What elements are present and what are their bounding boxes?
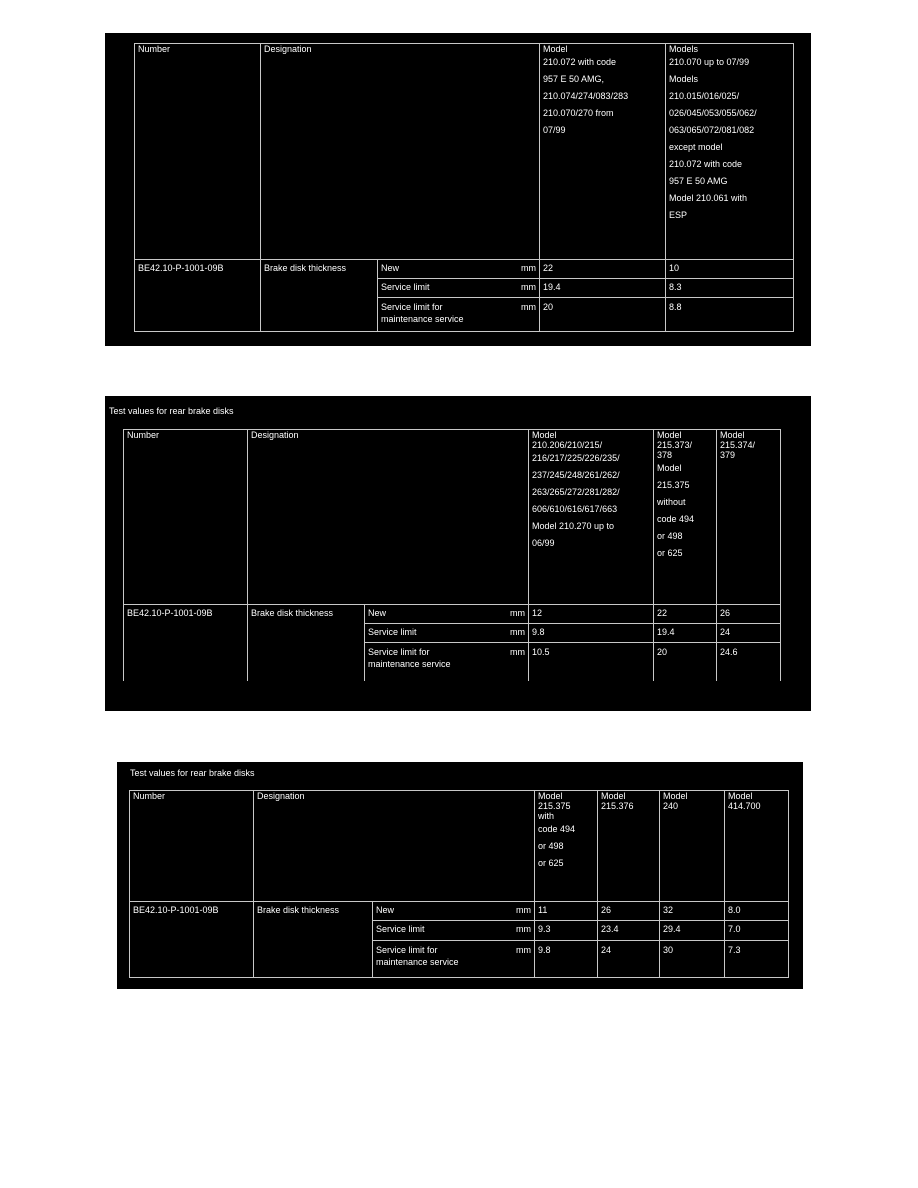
spec-label: mm Service limit xyxy=(365,624,529,643)
spec-value: 19.4 xyxy=(540,279,666,298)
row-number: BE42.10-P-1001-09B xyxy=(135,260,261,332)
row-designation: Brake disk thickness xyxy=(261,260,378,332)
spec-label: mm Service limit for maintenance service xyxy=(365,643,529,681)
header-designation: Designation xyxy=(261,44,540,260)
spec-value: 8.0 xyxy=(725,902,789,921)
spec-panel-3 xyxy=(117,762,803,989)
spec-value: 7.3 xyxy=(725,941,789,978)
spec-value: 12 xyxy=(529,605,654,624)
spec-table-3 xyxy=(129,790,789,978)
spec-value: 11 xyxy=(535,902,598,921)
header-number: Number xyxy=(124,430,248,605)
spec-label: mm New xyxy=(378,260,540,279)
table-caption: Test values for rear brake disks xyxy=(130,768,255,778)
spec-value: 20 xyxy=(540,298,666,332)
spec-value: 19.4 xyxy=(654,624,717,643)
row-number: BE42.10-P-1001-09B xyxy=(130,902,254,978)
spec-value: 32 xyxy=(660,902,725,921)
spec-value: 29.4 xyxy=(660,921,725,941)
row-designation: Brake disk thickness xyxy=(248,605,365,681)
spec-panel-2 xyxy=(105,396,811,711)
header-model: Model 414.700 xyxy=(725,791,789,902)
spec-value: 8.3 xyxy=(666,279,794,298)
spec-label: mm Service limit for maintenance service xyxy=(378,298,540,332)
spec-value: 26 xyxy=(717,605,781,624)
header-model: Model 210.206/210/215/ 216/217/225/226/235/ 237/245/248/261/262/ 263/265/272/281/282/ 606/610/616/617/663 Model 210.270 up to 06/99 xyxy=(529,430,654,605)
spec-value: 9.8 xyxy=(535,941,598,978)
row-designation: Brake disk thickness xyxy=(254,902,373,978)
header-designation: Designation xyxy=(248,430,529,605)
spec-label: mm New xyxy=(373,902,535,921)
spec-label: mm Service limit xyxy=(378,279,540,298)
row-number: BE42.10-P-1001-09B xyxy=(124,605,248,681)
header-model: Model 215.373/ 378 Model 215.375 without code 494 or 498 or 625 xyxy=(654,430,717,605)
spec-label: mm Service limit for maintenance service xyxy=(373,941,535,978)
spec-value: 9.3 xyxy=(535,921,598,941)
spec-value: 20 xyxy=(654,643,717,681)
spec-value: 10 xyxy=(666,260,794,279)
header-model: Model 215.375 with code 494 or 498 or 625 xyxy=(535,791,598,902)
spec-value: 22 xyxy=(540,260,666,279)
header-designation: Designation xyxy=(254,791,535,902)
header-model: Model 215.376 xyxy=(598,791,660,902)
header-model: Model 240 xyxy=(660,791,725,902)
spec-value: 7.0 xyxy=(725,921,789,941)
header-number: Number xyxy=(135,44,261,260)
spec-value: 24.6 xyxy=(717,643,781,681)
spec-value: 9.8 xyxy=(529,624,654,643)
spec-label: mm New xyxy=(365,605,529,624)
spec-value: 24 xyxy=(598,941,660,978)
table-caption: Test values for rear brake disks xyxy=(109,406,234,416)
spec-value: 26 xyxy=(598,902,660,921)
spec-value: 22 xyxy=(654,605,717,624)
spec-value: 8.8 xyxy=(666,298,794,332)
header-model: Model 210.072 with code 957 E 50 AMG, 210.074/274/083/283 210.070/270 from 07/99 xyxy=(540,44,666,260)
spec-table-1 xyxy=(134,43,794,332)
spec-panel-1 xyxy=(105,33,811,346)
spec-value: 24 xyxy=(717,624,781,643)
spec-value: 10.5 xyxy=(529,643,654,681)
spec-table-2 xyxy=(123,429,781,681)
header-model: Model 215.374/ 379 xyxy=(717,430,781,605)
header-model: Models 210.070 up to 07/99 Models 210.015/016/025/ 026/045/053/055/062/ 063/065/072/081/082 except model 210.072 with code 957 E 50 AMG Model 210.061 with ESP xyxy=(666,44,794,260)
spec-value: 30 xyxy=(660,941,725,978)
spec-label: mm Service limit xyxy=(373,921,535,941)
spec-value: 23.4 xyxy=(598,921,660,941)
header-number: Number xyxy=(130,791,254,902)
